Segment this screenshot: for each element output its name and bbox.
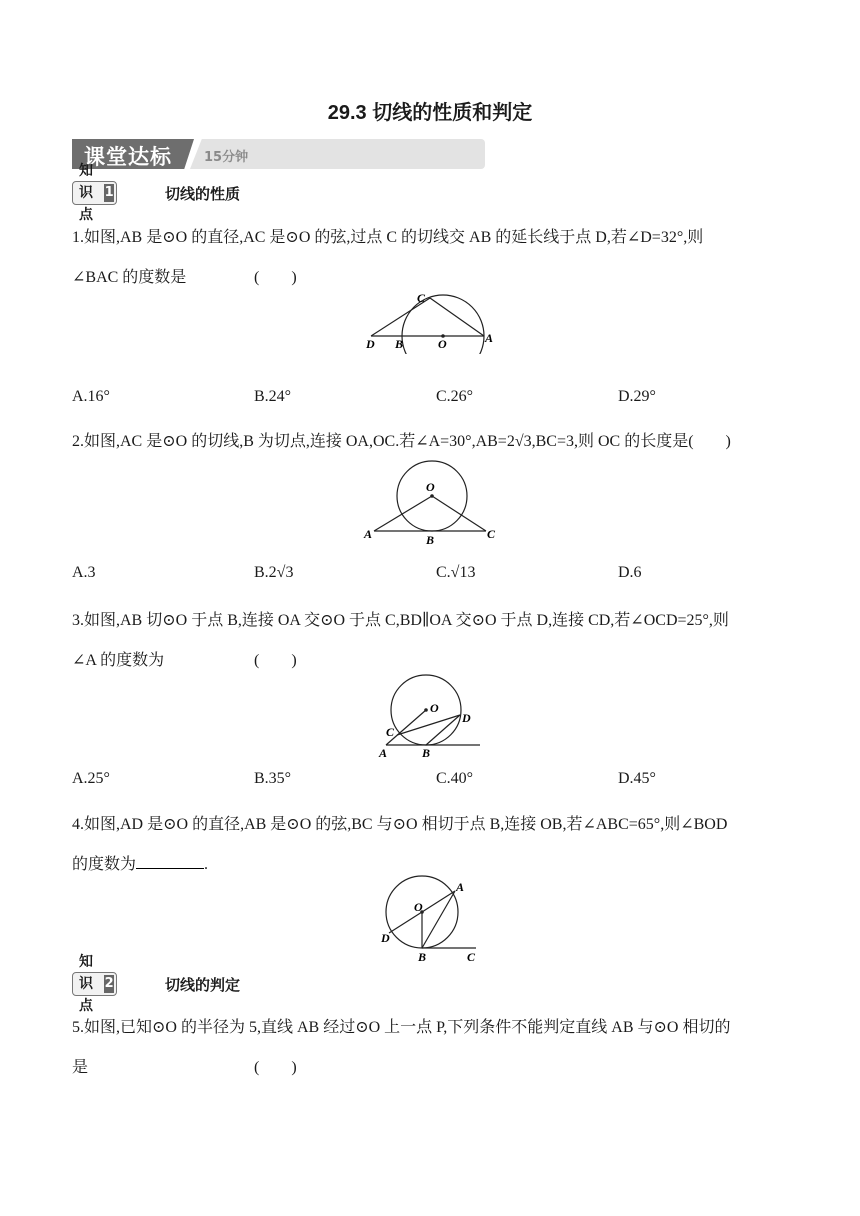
q1-label-b: B [395,337,404,351]
q2-option-c: C.√13 [436,564,476,581]
q1-option-a: A.16° [72,388,110,405]
kp-title: 切线的判定 [165,976,241,994]
q3-label-a: A [379,746,388,760]
q5-text-line1: 5.如图,已知⊙O 的半径为 5,直线 AB 经过⊙O 上一点 P,下列条件不能判定直线 AB 与⊙O 相切的 [72,1019,731,1036]
section-banner [72,139,485,169]
kp-badge-label: 知识点 [79,954,93,1014]
q3-label-b: B [422,746,431,760]
q2-figure [360,460,500,548]
q1-label-d: D [366,337,375,351]
q4-label-a: A [456,880,465,894]
q4-label-c: C [467,950,476,964]
q1-text-line1: 1.如图,AB 是⊙O 的直径,AC 是⊙O 的弦,过点 C 的切线交 AB 的延长线于点 D,若∠D=32°,则 [72,229,704,246]
q3-label-d: D [462,711,471,725]
kp-badge-label: 知识点 [79,163,93,223]
q2-label-o: O [426,480,435,494]
banner-title: 课堂达标 [84,145,172,169]
q2-label-a: A [364,527,373,541]
q1-answer-paren: ( ) [254,269,297,286]
q2-center-point [430,494,434,498]
q3-segment-cd [397,715,460,735]
q3-option-c: C.40° [436,770,474,787]
q3-text-line1: 3.如图,AB 切⊙O 于点 B,连接 OA 交⊙O 于点 C,BD∥OA 交⊙O 于点 D,连接 CD,若∠OCD=25°,则 [72,612,729,629]
q2-option-d: D.6 [618,564,642,581]
q1-option-d: D.29° [618,388,656,405]
q4-suffix: . [204,856,209,873]
q1-option-b: B.24° [254,388,292,405]
q3-text-line2: ∠A 的度数为 [72,652,165,669]
page-title: 29.3 切线的性质和判定 [327,102,533,124]
q2-segment-oc [432,496,486,531]
q1-label-c: C [417,291,426,305]
q3-figure [370,674,486,762]
q5-answer-paren: ( ) [254,1059,297,1076]
q3-center-point [424,708,428,712]
kp-badge-number: 2 [104,976,114,991]
q4-text-line1: 4.如图,AD 是⊙O 的直径,AB 是⊙O 的弦,BC 与⊙O 相切于点 B,连接 OB,若∠ABC=65°,则∠BOD [72,816,728,833]
q2-text-line1: 2.如图,AC 是⊙O 的切线,B 为切点,连接 OA,OC.若∠A=30°,AB=2√3,BC=3,则 OC 的长度是( ) [72,433,731,450]
q4-label-o: O [414,900,423,914]
q3-option-d: D.45° [618,770,656,787]
q2-label-c: C [487,527,496,541]
q4-chord-ab [422,891,455,948]
q4-label-d: D [381,931,390,945]
q3-answer-paren: ( ) [254,652,297,669]
q3-option-a: A.25° [72,770,110,787]
q3-option-b: B.35° [254,770,292,787]
q3-label-c: C [386,725,395,739]
q3-label-o: O [430,701,439,715]
kp-badge [72,163,117,223]
q4-figure [376,874,486,966]
kp-badge [72,954,117,1014]
q4-prefix: 的度数为 [72,856,137,873]
q1-chord-ca [430,298,484,336]
kp-title: 切线的性质 [165,185,241,203]
q2-option-a: A.3 [72,564,96,581]
q2-option-b: B.2√3 [254,564,294,581]
q2-label-b: B [426,533,435,547]
q4-text-line2 [72,851,208,874]
q1-label-a: A [485,331,494,345]
q1-figure [360,288,500,354]
kp-badge-number: 1 [104,185,114,200]
q2-segment-oa [374,496,432,531]
banner-time: 15分钟 [204,150,249,165]
q1-text-line2: ∠BAC 的度数是 [72,269,187,286]
q4-answer-blank[interactable] [136,854,204,869]
q1-label-o: O [438,337,447,351]
q4-label-b: B [418,950,427,964]
q5-text-line2: 是 [72,1059,89,1076]
q1-option-c: C.26° [436,388,474,405]
